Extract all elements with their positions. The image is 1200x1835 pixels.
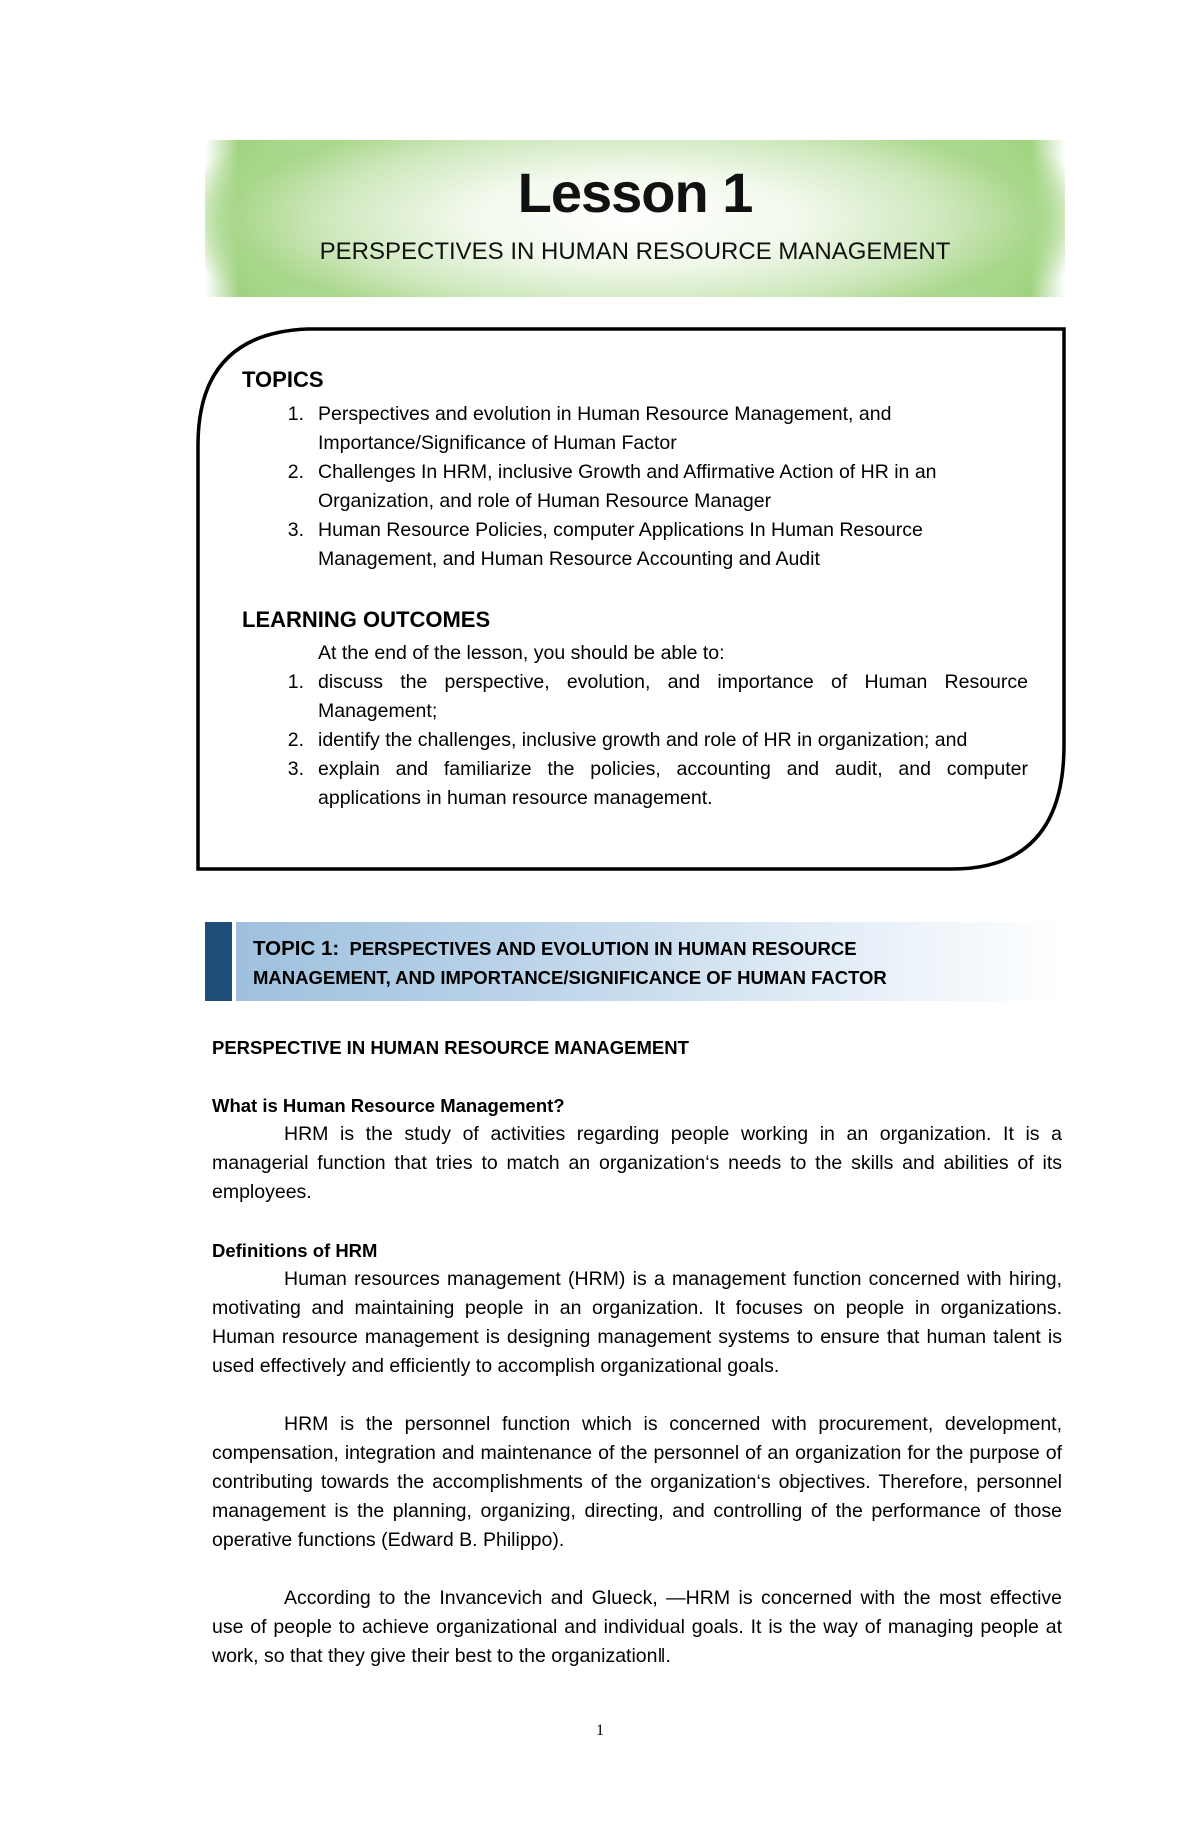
list-item bbox=[268, 755, 1028, 813]
list-item bbox=[268, 458, 1008, 516]
topic-1-label: TOPIC 1: bbox=[253, 937, 340, 960]
list-text: identify the challenges, inclusive growth and role of HR in organization; and bbox=[318, 729, 968, 751]
question-heading: What is Human Resource Management? bbox=[212, 1095, 565, 1116]
page-number: 1 bbox=[596, 1722, 604, 1739]
topics-list bbox=[268, 400, 1008, 574]
lesson-banner bbox=[205, 140, 1065, 297]
definition-paragraph-3: According to the Invancevich and Glueck, —HRM is concerned with the most effective use of people to achieve organizational and individual goals. It is the way of managing people at work, so that they give their best to the organization‖. bbox=[212, 1587, 1062, 1667]
topics-outcomes-box bbox=[196, 325, 1068, 877]
list-text: Importance/Significance of Human Factor bbox=[318, 432, 677, 454]
list-number: 2. bbox=[287, 729, 304, 751]
list-number: 3. bbox=[287, 758, 304, 780]
list-number: 1. bbox=[287, 403, 304, 425]
outcomes-intro: At the end of the lesson, you should be able to: bbox=[318, 642, 725, 664]
topic-1-title-line2: MANAGEMENT, AND IMPORTANCE/SIGNIFICANCE OF HUMAN FACTOR bbox=[253, 967, 887, 988]
list-item bbox=[268, 400, 1008, 458]
list-text: Perspectives and evolution in Human Resource Management, and bbox=[318, 403, 892, 425]
list-text: Challenges In HRM, inclusive Growth and Affirmative Action of HR in an bbox=[318, 461, 937, 483]
topics-heading: TOPICS bbox=[242, 367, 324, 392]
list-item bbox=[268, 726, 1028, 755]
list-text: explain and familiarize the policies, accounting and audit, and computer applications in human resource management. bbox=[318, 758, 1028, 809]
topic-1-title bbox=[253, 934, 1053, 992]
topic-1-title-line1: PERSPECTIVES AND EVOLUTION IN HUMAN RESOURCE bbox=[349, 938, 857, 959]
topic-1-header bbox=[205, 922, 1060, 1001]
lesson-subtitle: PERSPECTIVES IN HUMAN RESOURCE MANAGEMENT bbox=[319, 238, 951, 265]
lesson-title: Lesson 1 bbox=[517, 161, 753, 224]
list-number: 2. bbox=[287, 461, 304, 483]
topic-accent-bar bbox=[205, 922, 232, 1001]
list-item bbox=[268, 668, 1028, 726]
list-number: 1. bbox=[287, 671, 304, 693]
learning-outcomes-heading: LEARNING OUTCOMES bbox=[242, 607, 491, 632]
list-text: Management, and Human Resource Accounting and Audit bbox=[318, 548, 820, 570]
list-number: 3. bbox=[287, 519, 304, 541]
list-item bbox=[268, 516, 1008, 574]
list-text: Organization, and role of Human Resource Manager bbox=[318, 490, 772, 512]
outcomes-list bbox=[268, 639, 1028, 813]
list-text: Human Resource Policies, computer Applications In Human Resource bbox=[318, 519, 923, 541]
section-title: PERSPECTIVE IN HUMAN RESOURCE MANAGEMENT bbox=[212, 1037, 689, 1058]
definitions-heading: Definitions of HRM bbox=[212, 1240, 378, 1261]
question-paragraph: HRM is the study of activities regarding people working in an organization. It is a managerial function that tries to match an organization‘s needs to the skills and abilities of its employees. bbox=[212, 1123, 1062, 1203]
definition-paragraph-1: Human resources management (HRM) is a management function concerned with hiring, motivating and maintaining people in an organization. It focuses on people in organizations. Human resource management is designing management systems to ensure that human talent is used effectively and efficiently to accomplish organizational goals. bbox=[212, 1268, 1062, 1377]
list-text: discuss the perspective, evolution, and importance of Human Resource Management; bbox=[318, 671, 1028, 722]
definition-paragraph-2: HRM is the personnel function which is concerned with procurement, development, compensation, integration and maintenance of the personnel of an organization for the purpose of contributing towards the accomplishments of the organization‘s objectives. Therefore, personnel management is the planning, organizing, directing, and controlling of the performance of those operative functions (Edward B. Philippo). bbox=[212, 1413, 1062, 1551]
